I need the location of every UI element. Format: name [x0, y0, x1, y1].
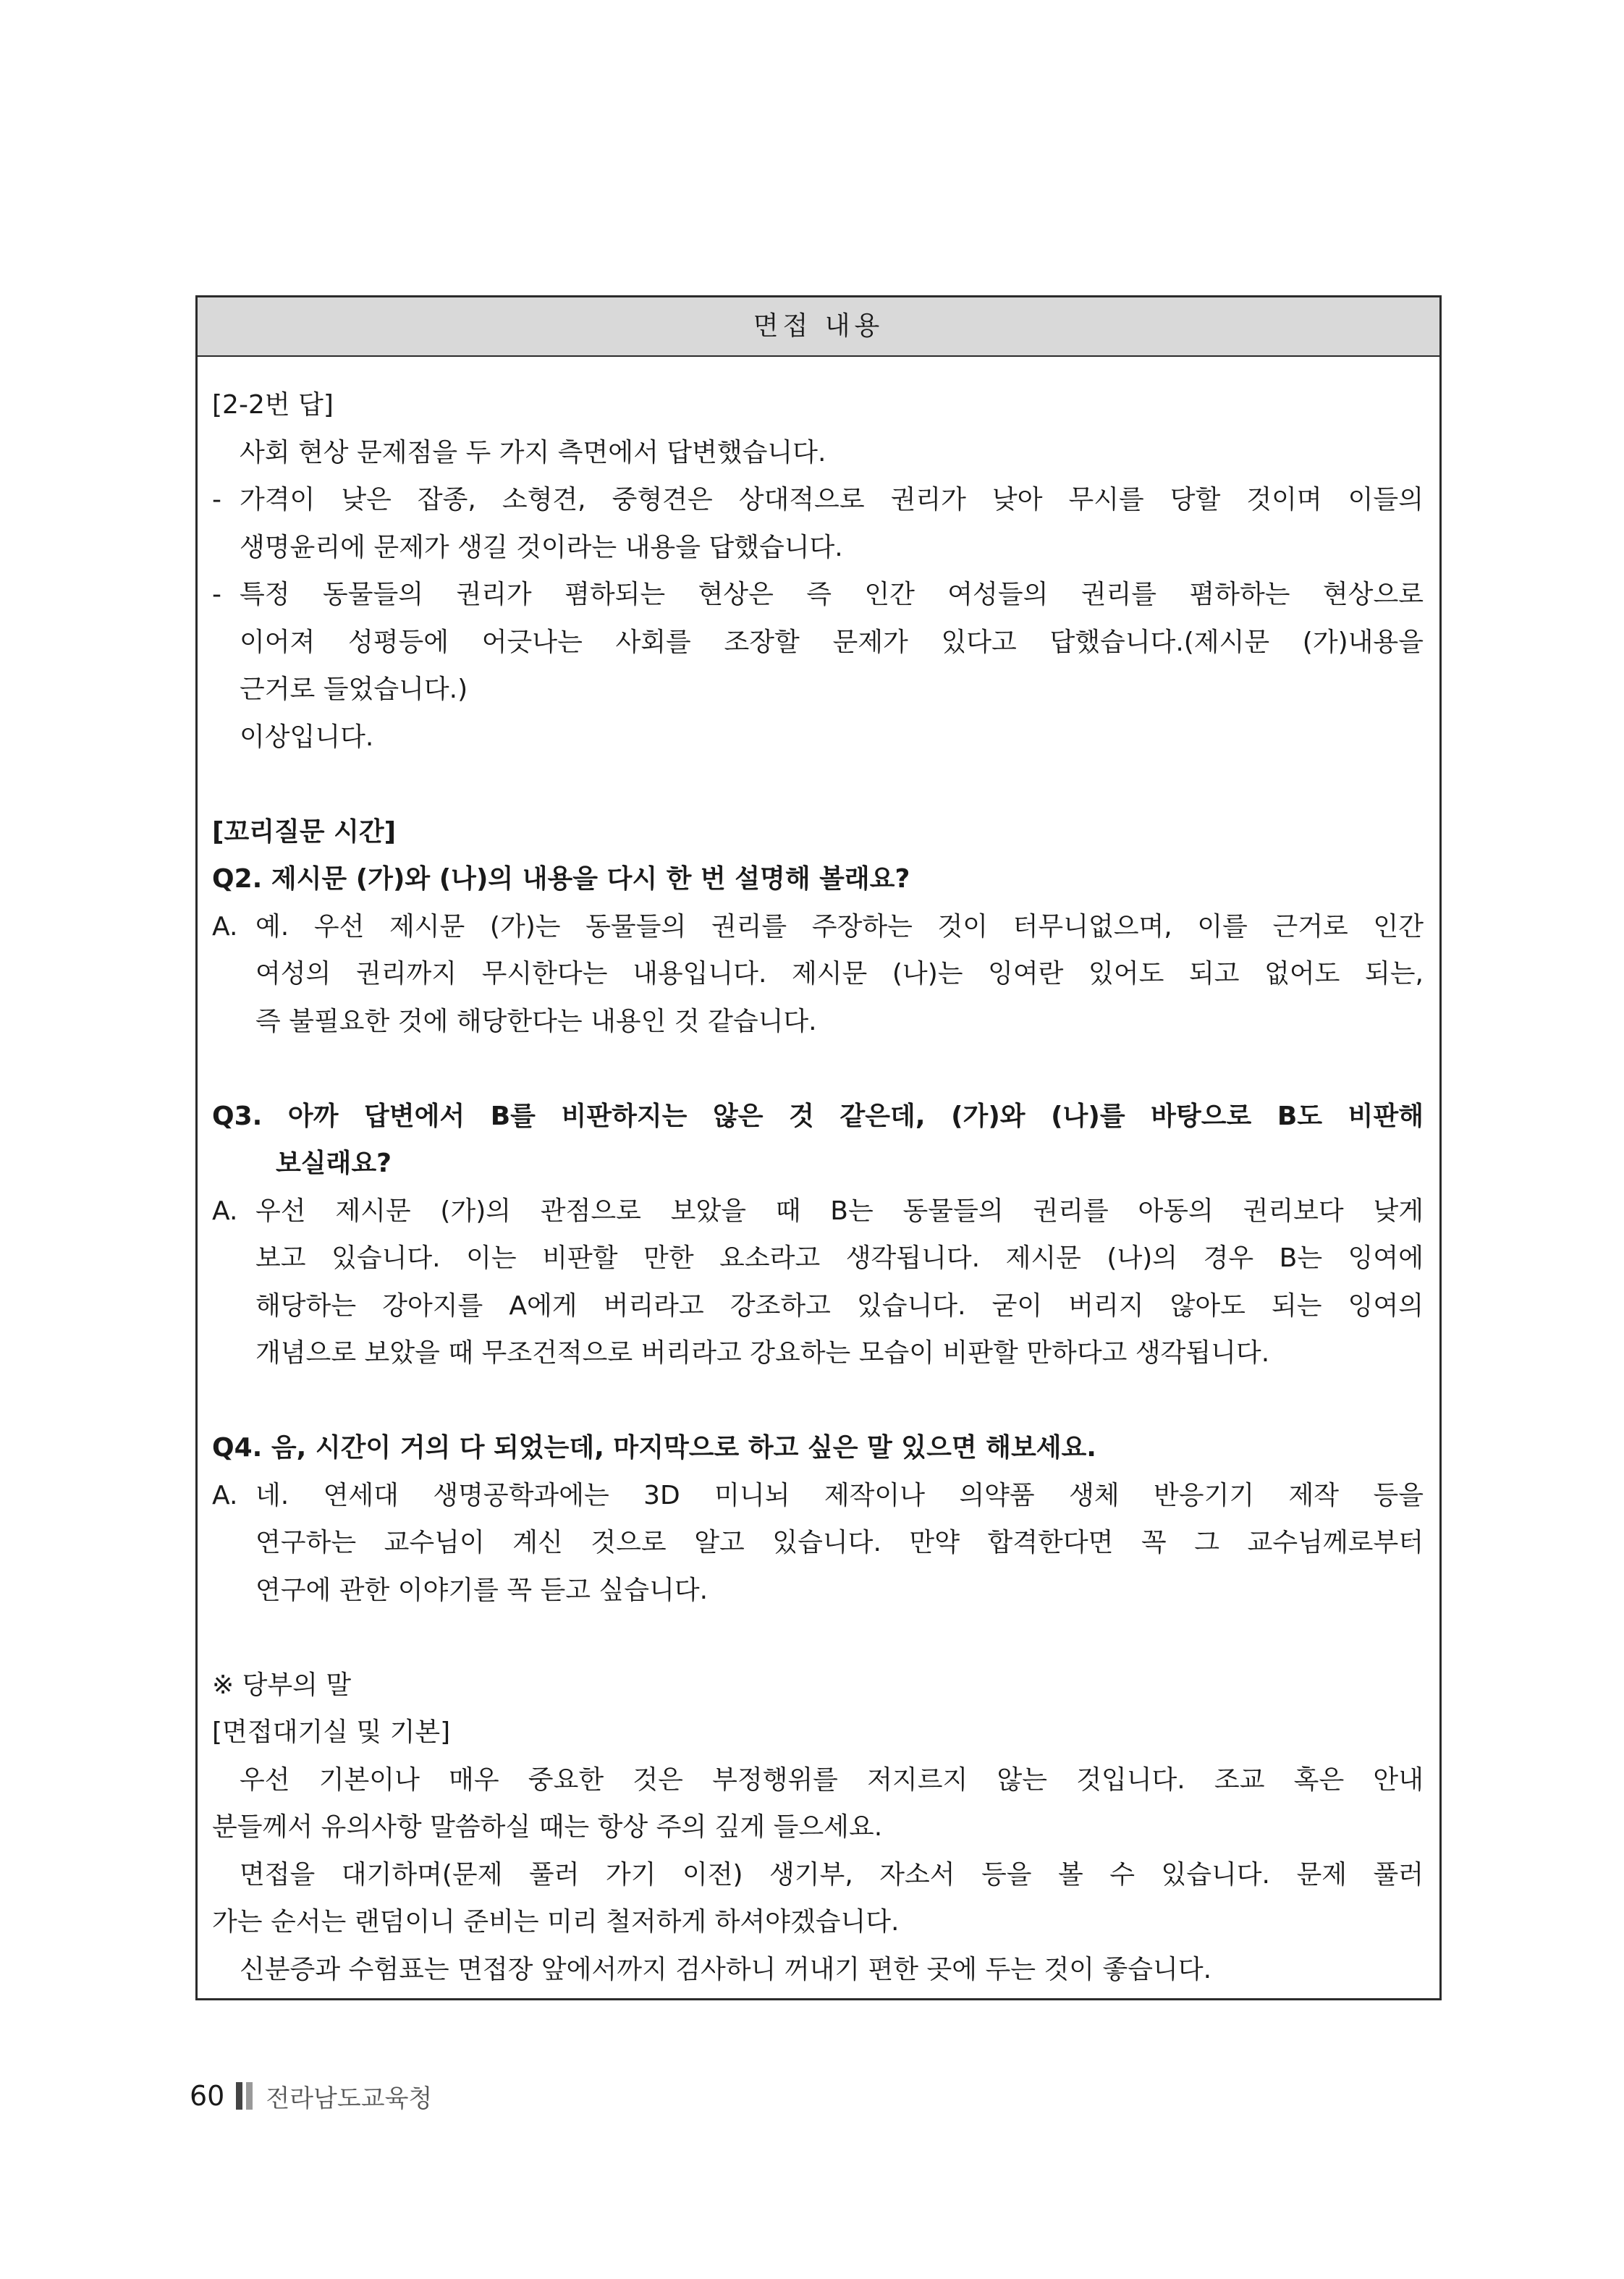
bullet-text: 가격이 낮은 잡종, 소형견, 중형견은 상대적으로 권리가 낮아 무시를 당할 것이며 이들의	[240, 485, 1424, 515]
paragraph-line: 이상입니다.	[240, 722, 374, 752]
answer-line	[212, 903, 1424, 951]
paragraph-line: 면접을 대기하며(문제 풀러 가기 이전) 생기부, 자소서 등을 볼 수 있습니다. 문제 풀러	[240, 1859, 1424, 1890]
answer-mark: A.	[212, 911, 238, 942]
bullet-continuation: 생명윤리에 문제가 생길 것이라는 내용을 답했습니다.	[240, 532, 843, 562]
organization-name: 전라남도교육청	[266, 2084, 433, 2113]
interview-content-box	[195, 295, 1442, 2000]
answer-line	[212, 1188, 1424, 1235]
answer-mark: A.	[212, 1196, 238, 1226]
question-q2: Q2. 제시문 (가)와 (나)의 내용을 다시 한 번 설명해 볼래요?	[212, 864, 910, 894]
box-content	[212, 381, 1424, 1993]
paragraph-line: 가는 순서는 랜덤이니 준비는 미리 철저하게 하셔야겠습니다.	[212, 1907, 900, 1937]
paragraph-line: 분들께서 유의사항 말씀하실 때는 항상 주의 깊게 들으세요.	[212, 1812, 883, 1842]
answer-text: 예. 우선 제시문 (가)는 동물들의 권리를 주장하는 것이 터무니없으며, 이를 근거로 인간	[255, 911, 1424, 942]
answer-text: 네. 연세대 생명공학과에는 3D 미니뇌 제작이나 의약품 생체 반응기기 제작 등을	[255, 1480, 1424, 1510]
bullet-text: 특정 동물들의 권리가 폄하되는 현상은 즉 인간 여성들의 권리를 폄하하는 현상으로	[240, 580, 1424, 609]
footer-bar-light	[246, 2082, 253, 2110]
answer-continuation: 개념으로 보았을 때 무조건적으로 버리라고 강요하는 모습이 비판할 만하다고 생각됩니다.	[255, 1338, 1270, 1368]
bullet-line	[212, 571, 1424, 619]
dash-mark: -	[212, 485, 221, 515]
paragraph-line: 신분증과 수험표는 면접장 앞에서까지 검사하니 꺼내기 편한 곳에 두는 것이 좋습니다.	[240, 1954, 1212, 1984]
section-title: ※ 당부의 말	[212, 1670, 352, 1700]
footer-bar-dark	[236, 2082, 242, 2110]
page-footer	[190, 2076, 432, 2116]
answer-mark: A.	[212, 1480, 238, 1510]
question-q4: Q4. 음, 시간이 거의 다 되었는데, 마지막으로 하고 싶은 말 있으면 해보세요.	[212, 1433, 1096, 1463]
bullet-continuation: 근거로 들었습니다.)	[240, 675, 468, 704]
answer-continuation: 여성의 권리까지 무시한다는 내용입니다. 제시문 (나)는 잉여란 있어도 되고 없어도 되는,	[255, 959, 1424, 989]
section-title: [꼬리질문 시간]	[212, 816, 397, 847]
answer-continuation: 연구하는 교수님이 계신 것으로 알고 있습니다. 만약 합격한다면 꼭 그 교수님께로부터	[255, 1528, 1424, 1557]
bullet-line	[212, 476, 1424, 524]
page-number: 60	[190, 2080, 225, 2112]
section-title: [2-2번 답]	[212, 390, 334, 420]
box-header: 면접 내용	[198, 297, 1439, 357]
question-q3: Q3. 아까 답변에서 B를 비판하지는 않은 것 같은데, (가)와 (나)를 바탕으로 B도 비판해	[212, 1101, 1424, 1131]
bullet-continuation: 이어져 성평등에 어긋나는 사회를 조장할 문제가 있다고 답했습니다.(제시문 (가)내용을	[240, 627, 1424, 657]
answer-line	[212, 1472, 1424, 1520]
answer-text: 우선 제시문 (가)의 관점으로 보았을 때 B는 동물들의 권리를 아동의 권리보다 낮게	[255, 1196, 1424, 1226]
answer-continuation: 연구에 관한 이야기를 꼭 듣고 싶습니다.	[255, 1575, 709, 1605]
question-q3-continuation: 보실래요?	[276, 1149, 392, 1178]
answer-continuation: 해당하는 강아지를 A에게 버리라고 강조하고 있습니다. 굳이 버리지 않아도 되는 잉여의	[255, 1290, 1424, 1321]
dash-mark: -	[212, 580, 221, 609]
paragraph-line: 우선 기본이나 매우 중요한 것은 부정행위를 저지르지 않는 것입니다. 조교 혹은 안내	[240, 1764, 1424, 1795]
paragraph-line: 사회 현상 문제점을 두 가지 측면에서 답변했습니다.	[240, 437, 826, 468]
answer-continuation: 즉 불필요한 것에 해당한다는 내용인 것 같습니다.	[255, 1006, 817, 1036]
answer-continuation: 보고 있습니다. 이는 비판할 만한 요소라고 생각됩니다. 제시문 (나)의 경우 B는 잉여에	[255, 1243, 1424, 1273]
section-subtitle: [면접대기실 및 기본]	[212, 1717, 451, 1747]
